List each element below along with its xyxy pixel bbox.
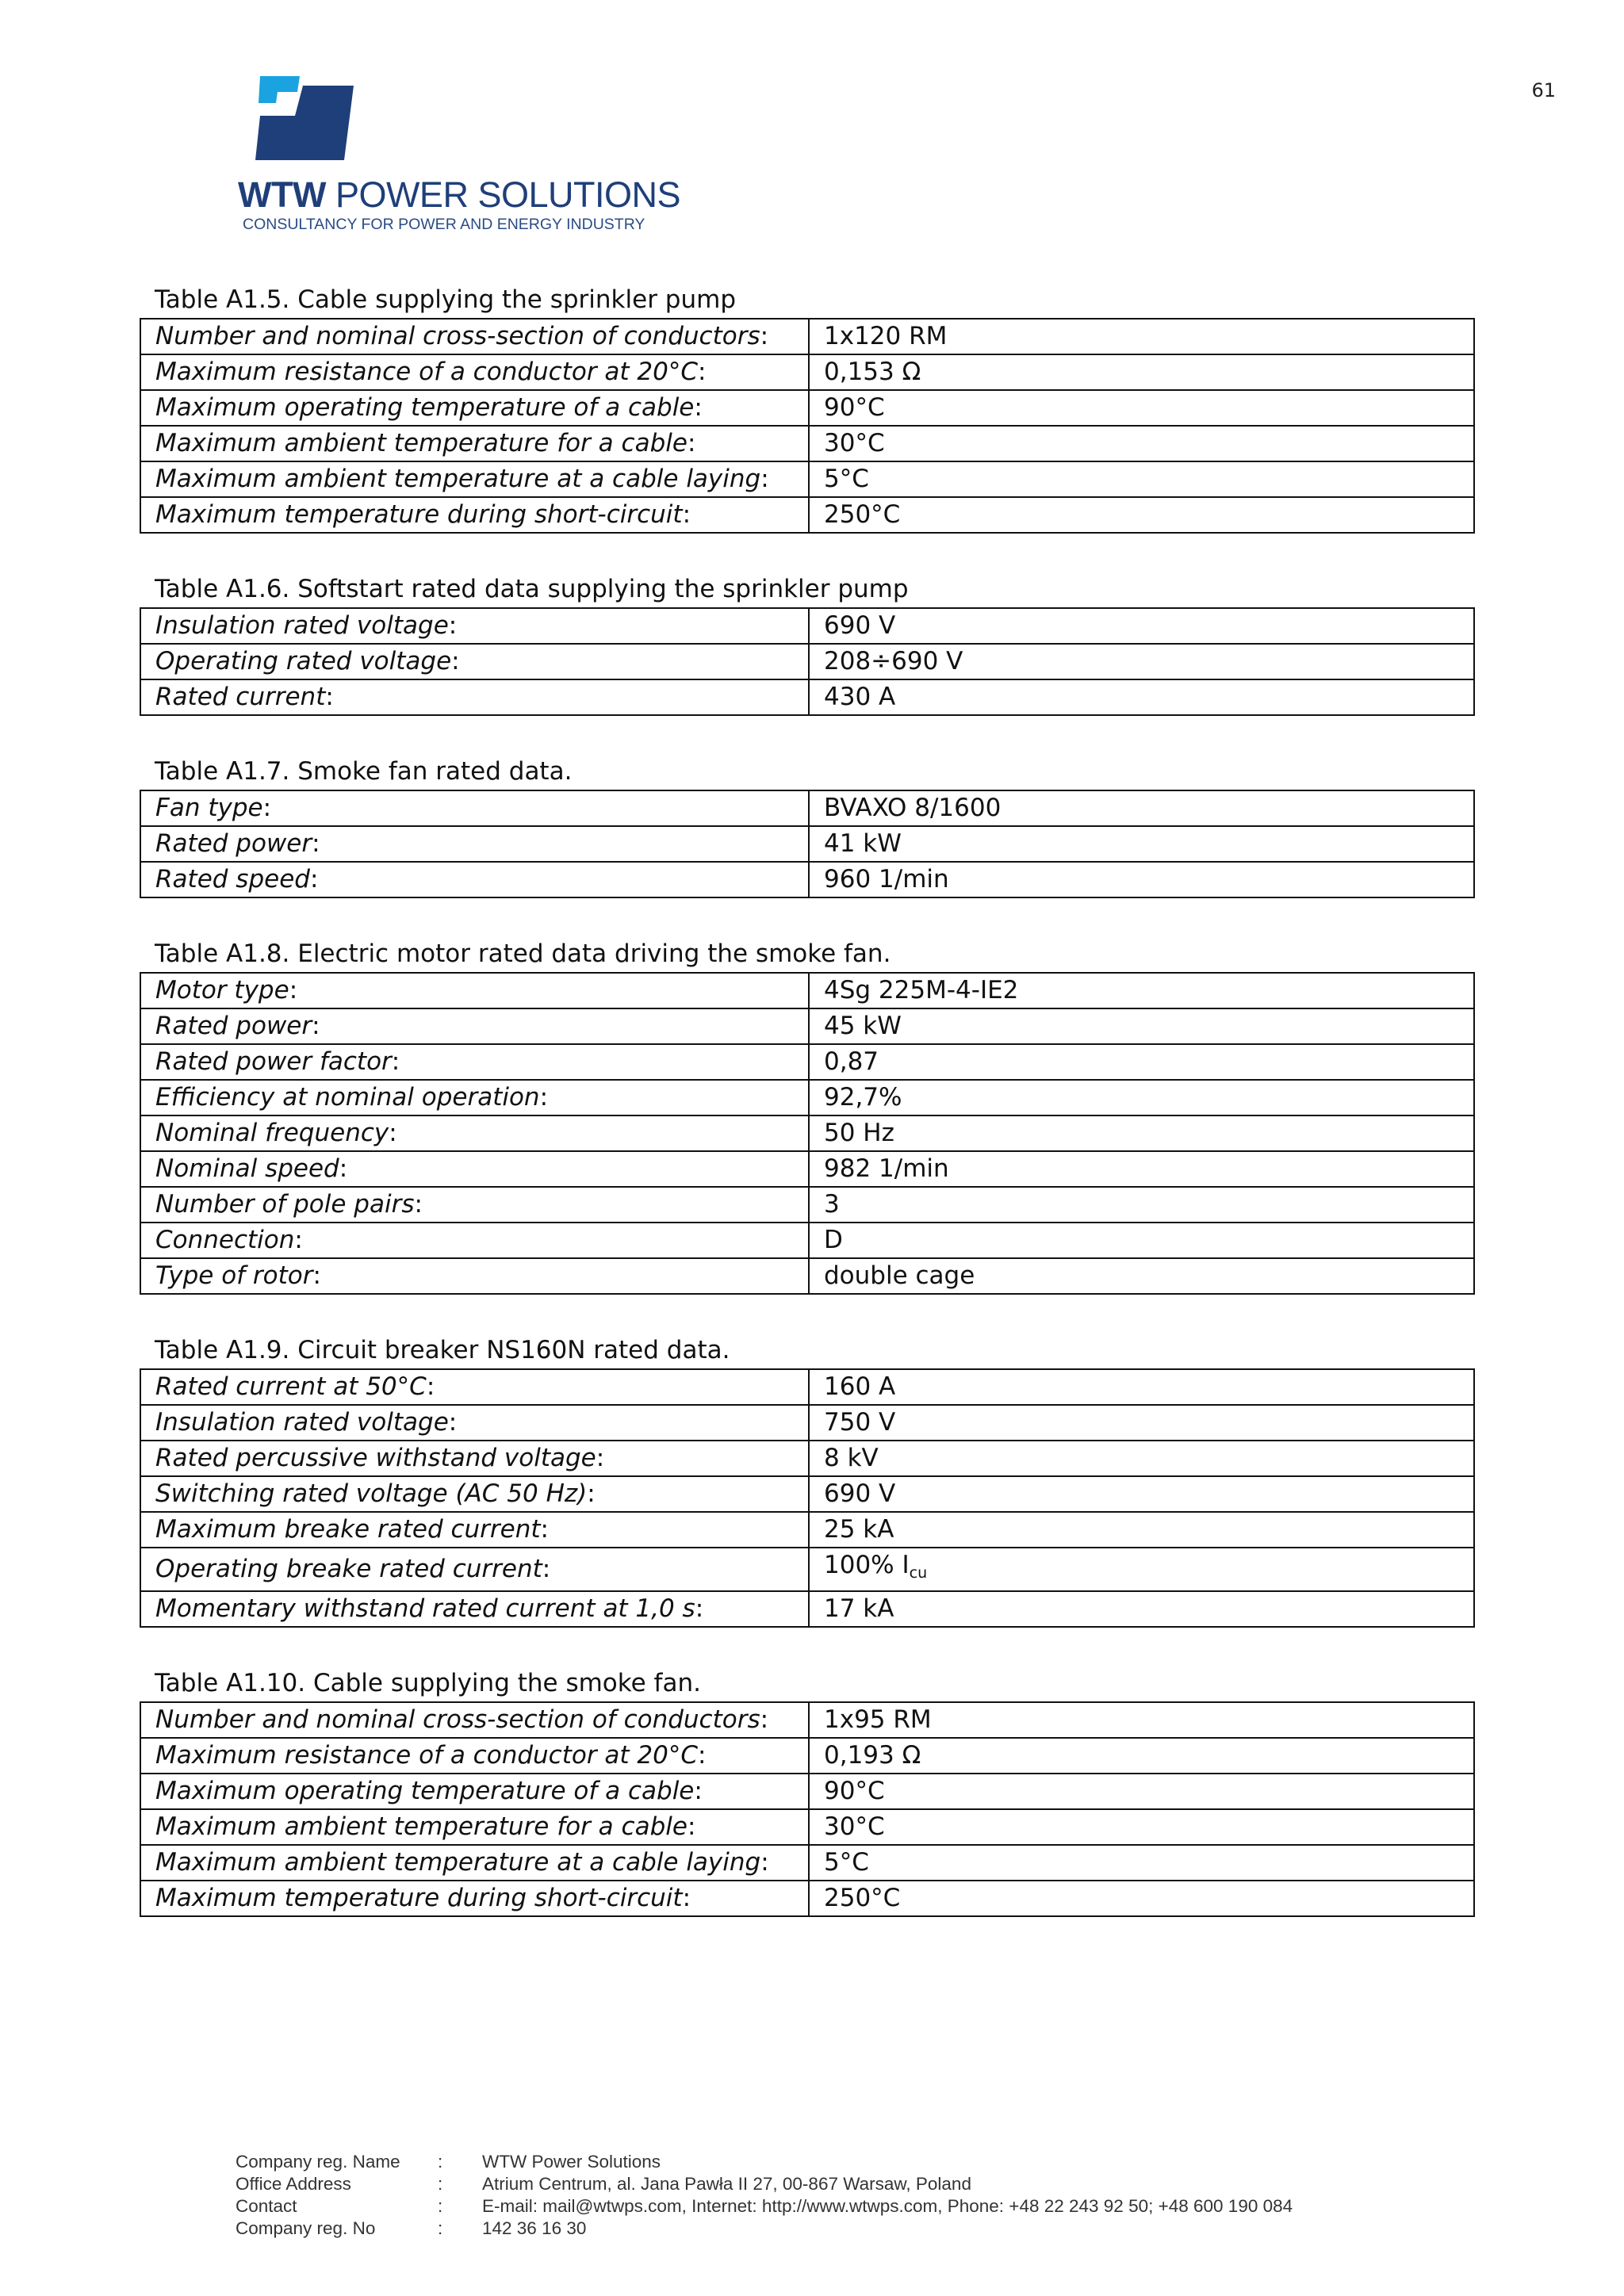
row-label-cell: Maximum resistance of a conductor at 20°C: — [140, 354, 809, 390]
logo-name-rest: POWER SOLUTIONS — [325, 174, 680, 215]
data-table-block — [140, 1663, 1475, 1917]
row-label-cell: Maximum ambient temperature for a cable: — [140, 1809, 809, 1845]
row-label-cell: Insulation rated voltage: — [140, 608, 809, 644]
row-label: Fan type — [155, 794, 263, 822]
row-label-cell: Maximum ambient temperature for a cable: — [140, 426, 809, 461]
footer-key: Contact — [236, 2196, 297, 2216]
row-value: 30°C — [824, 429, 885, 457]
row-label: Rated current — [155, 683, 326, 711]
footer-value: Atrium Centrum, al. Jana Pawła II 27, 00-867 Warsaw, Poland — [482, 2174, 971, 2194]
row-value-cell — [809, 426, 1474, 461]
table-row — [140, 1738, 1474, 1774]
row-label: Number of pole pairs — [155, 1190, 415, 1219]
row-label-cell: Number and nominal cross-section of conductors: — [140, 1702, 809, 1738]
data-table-block — [140, 569, 1475, 716]
row-label: Maximum resistance of a conductor at 20°C — [155, 1741, 699, 1770]
data-table-block — [140, 752, 1475, 898]
row-value: 1x120 RM — [824, 322, 948, 350]
table-row — [140, 1774, 1474, 1809]
row-value: 45 kW — [824, 1012, 902, 1040]
row-value-cell — [809, 1258, 1474, 1294]
row-value-cell — [809, 1702, 1474, 1738]
row-value-cell — [809, 461, 1474, 497]
data-table — [140, 607, 1475, 716]
row-value-cell — [809, 1008, 1474, 1044]
row-value-cell — [809, 1881, 1474, 1916]
footer-key: Company reg. No — [236, 2218, 376, 2238]
row-label-cell: Insulation rated voltage: — [140, 1405, 809, 1441]
row-label: Motor type — [155, 976, 289, 1004]
row-value: 250°C — [824, 500, 901, 529]
row-value-cell — [809, 1187, 1474, 1223]
row-label-cell: Rated power factor: — [140, 1044, 809, 1080]
table-caption: Table A1.7. Smoke fan rated data. — [155, 757, 573, 786]
table-caption: Table A1.5. Cable supplying the sprinkler pump — [155, 285, 736, 314]
table-row — [140, 1591, 1474, 1627]
row-value: 430 A — [824, 683, 896, 711]
table-row — [140, 1441, 1474, 1476]
row-value: 0,193 Ω — [824, 1741, 921, 1770]
logo-mark-icon — [254, 75, 357, 162]
table-row — [140, 1702, 1474, 1738]
row-value-cell — [809, 790, 1474, 826]
row-value: 8 kV — [824, 1444, 879, 1472]
row-value: 90°C — [824, 1777, 885, 1805]
table-row — [140, 644, 1474, 679]
row-label-cell: Rated current at 50°C: — [140, 1369, 809, 1405]
table-row — [140, 461, 1474, 497]
row-label-cell: Maximum ambient temperature at a cable laying: — [140, 461, 809, 497]
row-value-cell — [809, 1223, 1474, 1258]
row-value-cell — [809, 1845, 1474, 1881]
row-value: 160 A — [824, 1372, 896, 1401]
row-value: 92,7% — [824, 1083, 902, 1112]
row-label: Rated current at 50°C — [155, 1372, 427, 1401]
footer-row — [236, 2173, 1293, 2195]
company-logo — [238, 75, 682, 241]
table-row — [140, 1845, 1474, 1881]
table-row — [140, 319, 1474, 354]
logo-tagline: CONSULTANCY FOR POWER AND ENERGY INDUSTRY — [243, 216, 645, 233]
logo-name — [238, 174, 680, 216]
row-label-cell: Motor type: — [140, 973, 809, 1008]
row-value: 17 kA — [824, 1594, 894, 1623]
row-label-cell: Switching rated voltage (AC 50 Hz): — [140, 1476, 809, 1512]
footer-separator: : — [438, 2152, 443, 2172]
table-row — [140, 354, 1474, 390]
row-label: Rated power factor — [155, 1047, 392, 1076]
row-label-cell: Maximum operating temperature of a cable: — [140, 390, 809, 426]
row-value-cell — [809, 1151, 1474, 1187]
table-row — [140, 790, 1474, 826]
table-row — [140, 679, 1474, 715]
row-value-cell — [809, 973, 1474, 1008]
row-label-cell: Rated power: — [140, 826, 809, 862]
table-row — [140, 1115, 1474, 1151]
row-value: double cage — [824, 1261, 975, 1290]
row-value: 690 V — [824, 611, 896, 640]
row-value: 50 Hz — [824, 1119, 894, 1147]
row-value: 30°C — [824, 1812, 885, 1841]
row-label: Type of rotor — [155, 1261, 313, 1290]
row-label: Number and nominal cross-section of conductors — [155, 1705, 760, 1734]
row-value: 4Sg 225M-4-IE2 — [824, 976, 1019, 1004]
row-value: 1x95 RM — [824, 1705, 932, 1734]
row-value: BVAXO 8/1600 — [824, 794, 1002, 822]
row-label-cell: Maximum resistance of a conductor at 20°C: — [140, 1738, 809, 1774]
row-value: 90°C — [824, 393, 885, 422]
row-value-cell — [809, 1405, 1474, 1441]
row-label-cell: Rated speed: — [140, 862, 809, 897]
footer-separator: : — [438, 2218, 443, 2238]
row-label: Number and nominal cross-section of conductors — [155, 322, 760, 350]
footer-row — [236, 2195, 1293, 2218]
row-label: Insulation rated voltage — [155, 1408, 449, 1437]
table-row — [140, 497, 1474, 533]
row-value: 208÷690 V — [824, 647, 963, 675]
row-value-subscript: cu — [909, 1564, 928, 1582]
row-value-cell — [809, 679, 1474, 715]
row-value-cell — [809, 608, 1474, 644]
row-value: 960 1/min — [824, 865, 949, 894]
table-row — [140, 1008, 1474, 1044]
row-label-cell: Maximum breake rated current: — [140, 1512, 809, 1548]
row-value-cell — [809, 1080, 1474, 1115]
row-value-cell — [809, 1369, 1474, 1405]
data-table — [140, 790, 1475, 898]
row-label-cell: Maximum operating temperature of a cable: — [140, 1774, 809, 1809]
data-table-block — [140, 280, 1475, 534]
row-label-cell: Momentary withstand rated current at 1,0 s: — [140, 1591, 809, 1627]
row-label: Insulation rated voltage — [155, 611, 449, 640]
row-label-cell: Operating rated voltage: — [140, 644, 809, 679]
row-value-cell — [809, 862, 1474, 897]
row-value: 25 kA — [824, 1515, 894, 1544]
footer-key: Office Address — [236, 2174, 351, 2194]
row-label-cell: Nominal speed: — [140, 1151, 809, 1187]
row-label-cell: Maximum ambient temperature at a cable laying: — [140, 1845, 809, 1881]
table-row — [140, 1187, 1474, 1223]
row-label-cell: Number and nominal cross-section of conductors: — [140, 319, 809, 354]
table-row — [140, 1223, 1474, 1258]
table-caption: Table A1.9. Circuit breaker NS160N rated data. — [155, 1336, 730, 1364]
row-value: 690 V — [824, 1479, 896, 1508]
row-value: 5°C — [824, 1848, 869, 1877]
table-row — [140, 1512, 1474, 1548]
table-caption: Table A1.8. Electric motor rated data driving the smoke fan. — [155, 939, 891, 968]
table-row — [140, 1548, 1474, 1591]
row-value-cell — [809, 1774, 1474, 1809]
row-label: Rated speed — [155, 865, 310, 894]
row-label-cell: Fan type: — [140, 790, 809, 826]
table-row — [140, 826, 1474, 862]
row-value: 250°C — [824, 1884, 901, 1912]
row-value-cell — [809, 1591, 1474, 1627]
row-label: Maximum resistance of a conductor at 20°C — [155, 358, 699, 386]
row-label: Maximum ambient temperature for a cable — [155, 429, 688, 457]
row-value-cell — [809, 1512, 1474, 1548]
data-table — [140, 1368, 1475, 1628]
row-label-cell: Connection: — [140, 1223, 809, 1258]
row-value-cell — [809, 826, 1474, 862]
row-label: Maximum temperature during short-circuit — [155, 1884, 683, 1912]
row-label-cell: Maximum temperature during short-circuit: — [140, 1881, 809, 1916]
table-caption: Table A1.10. Cable supplying the smoke fan. — [155, 1669, 701, 1697]
row-label-cell: Rated current: — [140, 679, 809, 715]
row-label: Switching rated voltage (AC 50 Hz) — [155, 1479, 588, 1508]
footer-value: E-mail: mail@wtwps.com, Internet: http://www.wtwps.com, Phone: +48 22 243 92 50; +48 600 190 084 — [482, 2196, 1293, 2216]
row-value: 0,153 Ω — [824, 358, 921, 386]
row-value-cell — [809, 1115, 1474, 1151]
table-row — [140, 1044, 1474, 1080]
data-table — [140, 318, 1475, 534]
row-label: Nominal frequency — [155, 1119, 389, 1147]
row-label: Maximum breake rated current — [155, 1515, 541, 1544]
footer-row — [236, 2151, 1293, 2173]
data-table-block — [140, 934, 1475, 1295]
row-value-cell — [809, 1476, 1474, 1512]
row-value: 100% I — [824, 1551, 910, 1579]
footer-separator: : — [438, 2196, 443, 2216]
footer-row — [236, 2218, 1293, 2240]
row-label-cell: Rated percussive withstand voltage: — [140, 1441, 809, 1476]
row-value-cell — [809, 319, 1474, 354]
footer-separator: : — [438, 2174, 443, 2194]
row-value: 5°C — [824, 465, 869, 493]
row-label: Maximum temperature during short-circuit — [155, 500, 683, 529]
row-label: Rated percussive withstand voltage — [155, 1444, 596, 1472]
row-value: 982 1/min — [824, 1154, 949, 1183]
table-row — [140, 1080, 1474, 1115]
table-row — [140, 608, 1474, 644]
table-row — [140, 1809, 1474, 1845]
table-row — [140, 1258, 1474, 1294]
row-label: Rated power — [155, 1012, 312, 1040]
table-row — [140, 1151, 1474, 1187]
row-label: Maximum ambient temperature at a cable laying — [155, 465, 761, 493]
row-label-cell: Type of rotor: — [140, 1258, 809, 1294]
row-label: Efficiency at nominal operation — [155, 1083, 540, 1112]
page-footer — [236, 2151, 1293, 2240]
row-label: Maximum ambient temperature at a cable laying — [155, 1848, 761, 1877]
row-value-cell — [809, 1044, 1474, 1080]
table-row — [140, 1369, 1474, 1405]
footer-value: 142 36 16 30 — [482, 2218, 587, 2238]
row-label-cell: Number of pole pairs: — [140, 1187, 809, 1223]
row-label: Nominal speed — [155, 1154, 339, 1183]
row-label: Maximum operating temperature of a cable — [155, 393, 695, 422]
table-row — [140, 1881, 1474, 1916]
tables-container — [140, 280, 1475, 1953]
table-row — [140, 862, 1474, 897]
data-table — [140, 1701, 1475, 1917]
row-value: 750 V — [824, 1408, 896, 1437]
row-label: Momentary withstand rated current at 1,0 s — [155, 1594, 695, 1623]
row-value: D — [824, 1226, 843, 1254]
row-label-cell: Efficiency at nominal operation: — [140, 1080, 809, 1115]
row-label: Rated power — [155, 829, 312, 858]
table-caption: Table A1.6. Softstart rated data supplying the sprinkler pump — [155, 575, 909, 603]
row-value: 0,87 — [824, 1047, 879, 1076]
row-label-cell: Maximum temperature during short-circuit: — [140, 497, 809, 533]
row-value-cell — [809, 1738, 1474, 1774]
row-value-cell — [809, 644, 1474, 679]
table-row — [140, 390, 1474, 426]
row-label-cell: Nominal frequency: — [140, 1115, 809, 1151]
row-value: 41 kW — [824, 829, 902, 858]
row-value-cell — [809, 1441, 1474, 1476]
row-label: Connection — [155, 1226, 295, 1254]
row-value-cell — [809, 1809, 1474, 1845]
table-row — [140, 973, 1474, 1008]
row-label-cell: Rated power: — [140, 1008, 809, 1044]
row-value-cell — [809, 497, 1474, 533]
row-label-cell: Operating breake rated current: — [140, 1548, 809, 1591]
footer-value: WTW Power Solutions — [482, 2152, 661, 2172]
data-table-block — [140, 1330, 1475, 1628]
page-number: 61 — [1531, 79, 1556, 101]
row-value-cell — [809, 390, 1474, 426]
footer-key: Company reg. Name — [236, 2152, 400, 2172]
row-label: Maximum ambient temperature for a cable — [155, 1812, 688, 1841]
table-row — [140, 1405, 1474, 1441]
row-label: Operating rated voltage — [155, 647, 452, 675]
row-value-cell — [809, 1548, 1474, 1591]
row-label: Operating breake rated current — [155, 1555, 542, 1583]
table-row — [140, 426, 1474, 461]
table-row — [140, 1476, 1474, 1512]
row-label: Maximum operating temperature of a cable — [155, 1777, 695, 1805]
logo-name-bold: WTW — [238, 174, 326, 215]
row-value: 3 — [824, 1190, 840, 1219]
row-value-cell — [809, 354, 1474, 390]
data-table — [140, 972, 1475, 1295]
